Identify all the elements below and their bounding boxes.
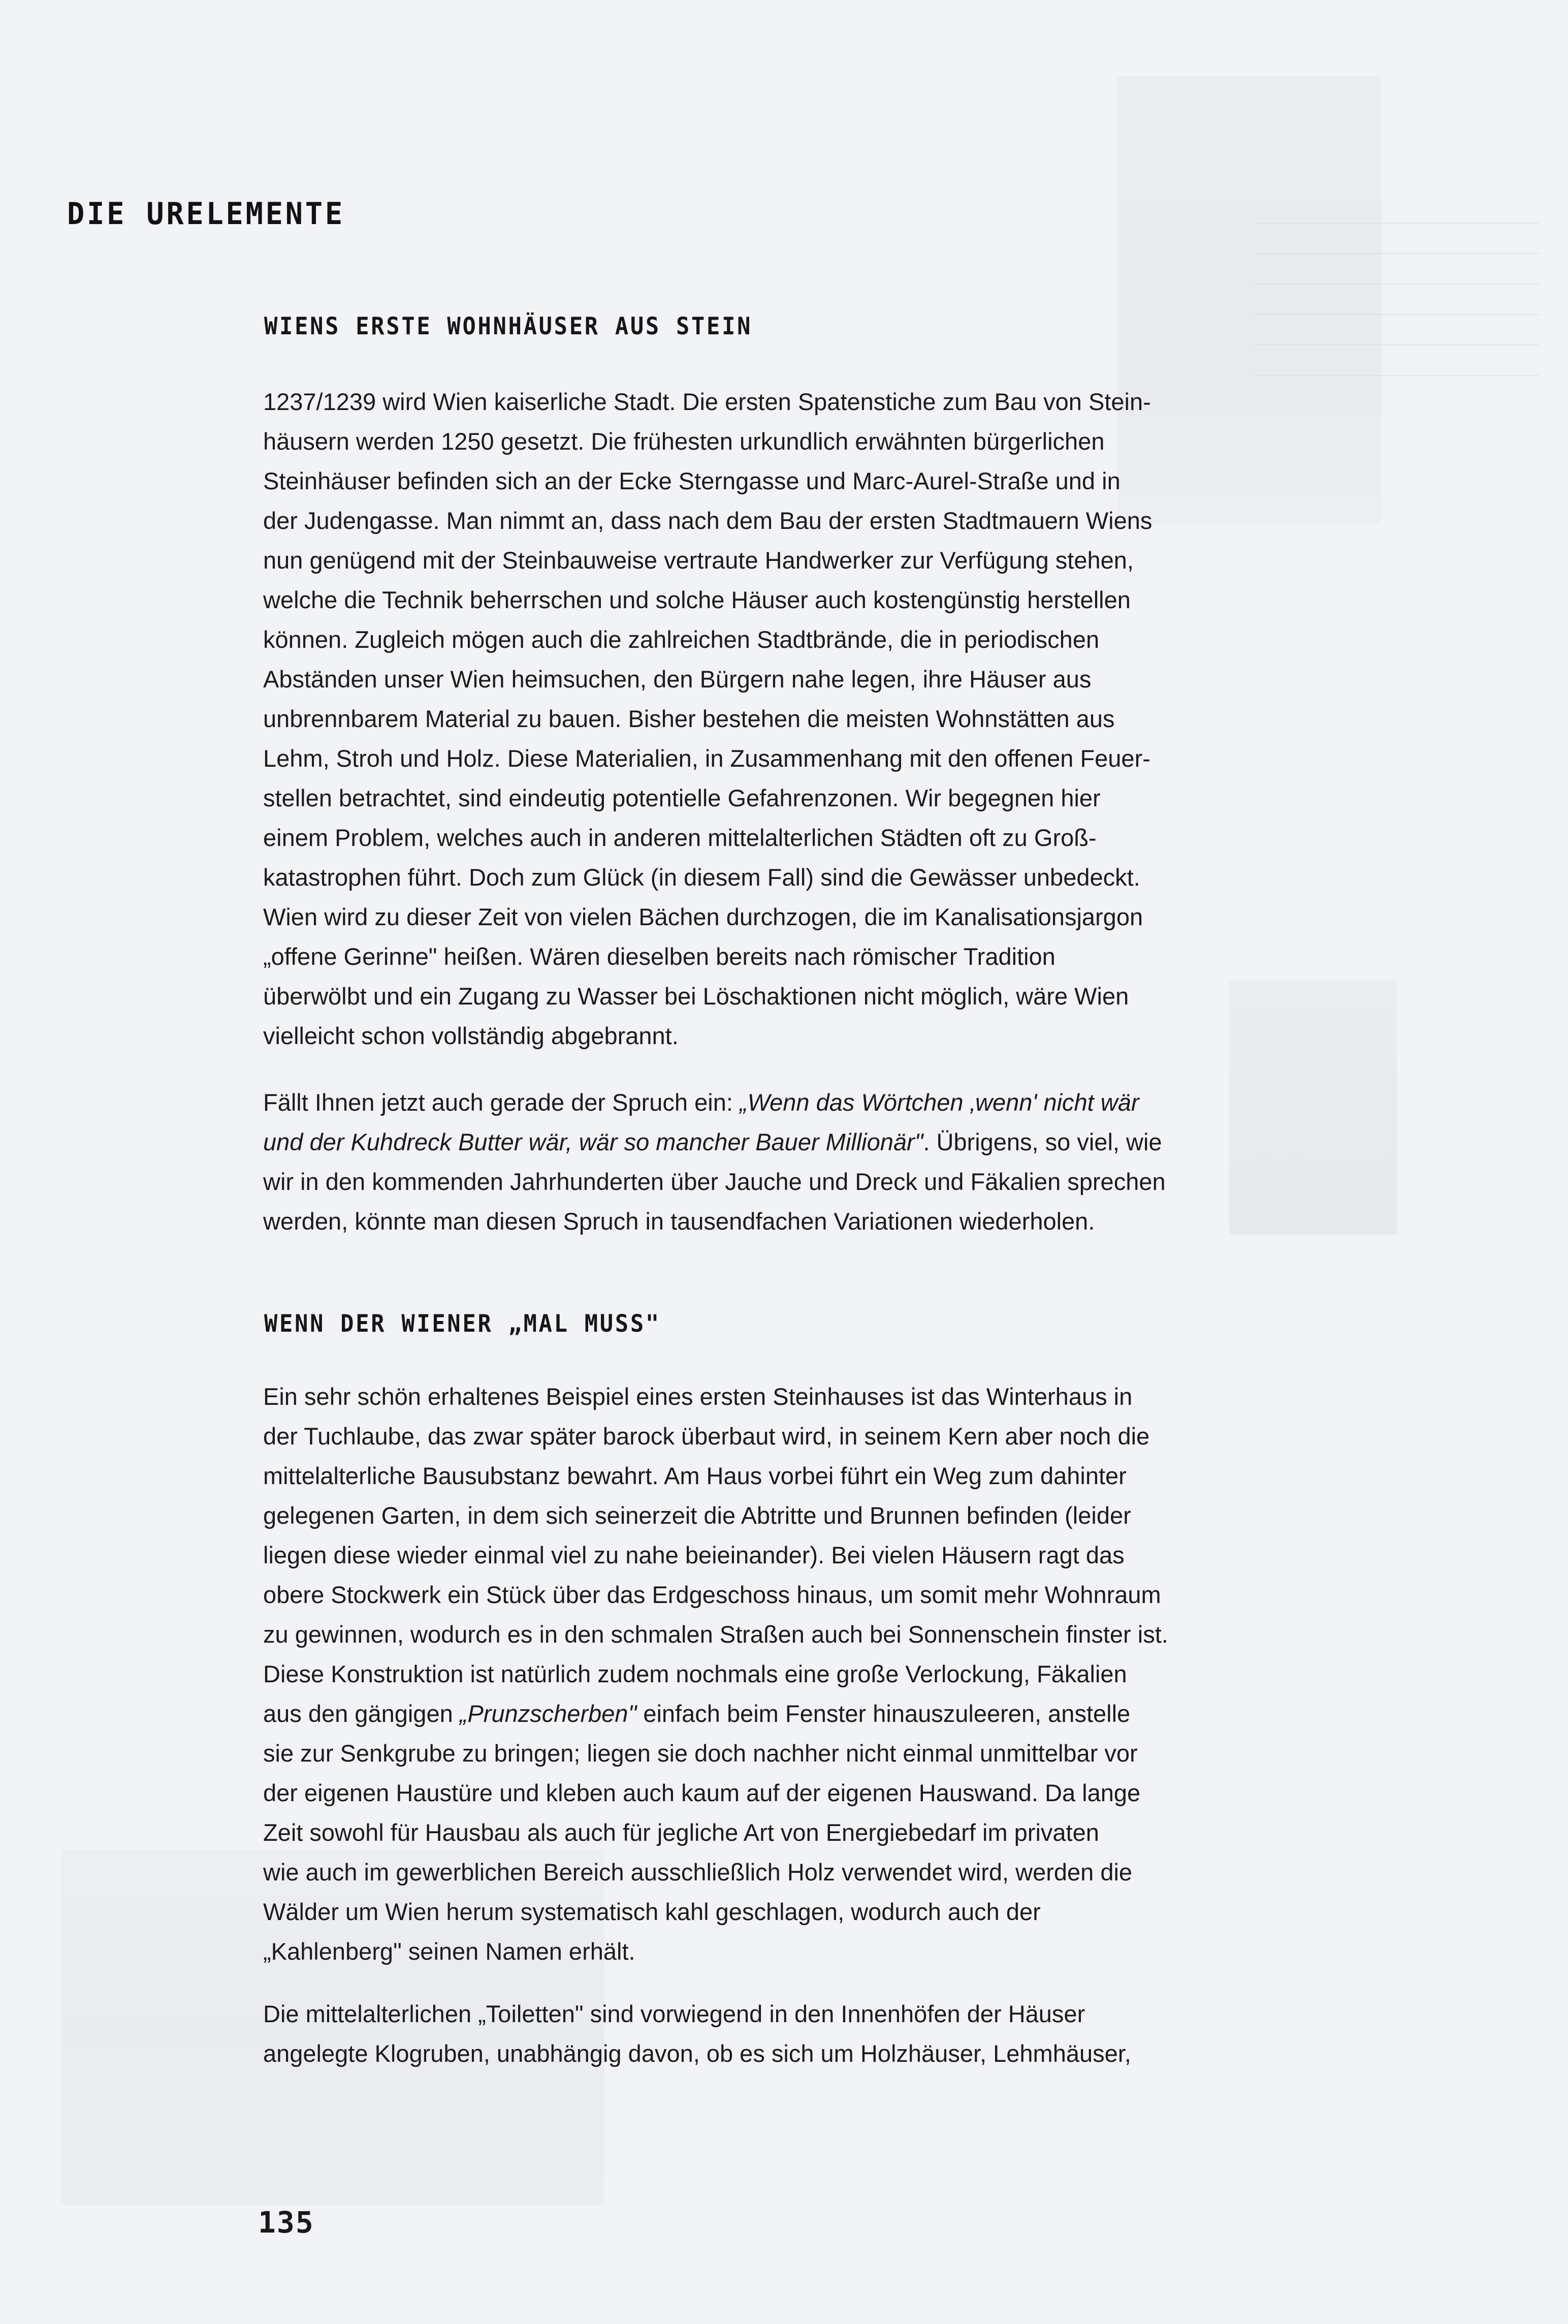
text-line: obere Stockwerk ein Stück über das Erdgeschoss hinaus, um somit mehr Wohnraum [263, 1581, 1161, 1608]
body-paragraph [263, 1377, 1238, 1971]
text-line: Zeit sowohl für Hausbau als auch für jegliche Art von Energiebedarf im privaten [263, 1819, 1099, 1846]
text-line: häusern werden 1250 gesetzt. Die frühesten urkundlich erwähnten bürgerlichen [263, 428, 1105, 455]
body-paragraph [263, 1083, 1238, 1241]
text-line: Steinhäuser befinden sich an der Ecke Sterngasse und Marc-Aurel-Straße und in [263, 467, 1121, 494]
text-line: vielleicht schon vollständig abgebrannt. [263, 1022, 679, 1049]
text-line: überwölbt und ein Zugang zu Wasser bei Löschaktionen nicht möglich, wäre Wien [263, 983, 1129, 1010]
text-line: Ein sehr schön erhaltenes Beispiel eines ersten Steinhauses ist das Winterhaus in [263, 1383, 1133, 1410]
text-line: werden, könnte man diesen Spruch in tausendfachen Variationen wiederholen. [263, 1208, 1095, 1235]
text-run: . Übrigens, so viel, wie [923, 1128, 1162, 1155]
show-through-text [1255, 193, 1539, 376]
heading-wiener-mal-muss: WENN DER WIENER „MAL MUSS" [264, 1310, 661, 1338]
text-line: mittelalterliche Bausubstanz bewahrt. Am Haus vorbei führt ein Weg zum dahinter [263, 1462, 1127, 1489]
heading-first-stone-houses: WIENS ERSTE WOHNHÄUSER AUS STEIN [264, 312, 753, 340]
text-line: der Judengasse. Man nimmt an, dass nach dem Bau der ersten Stadtmauern Wiens [263, 507, 1153, 534]
text-line: „offene Gerinne" heißen. Wären dieselben bereits nach römischer Tradition [263, 943, 1055, 970]
text-line [263, 1083, 1238, 1122]
text-line: können. Zugleich mögen auch die zahlreichen Stadtbrände, die in periodischen [263, 626, 1100, 653]
text-line: der eigenen Haustüre und kleben auch kaum auf der eigenen Hauswand. Da lange [263, 1779, 1141, 1806]
text-line: angelegte Klogruben, unabhängig davon, ob es sich um Holzhäuser, Lehmhäuser, [263, 2040, 1131, 2067]
text-line: Wien wird zu dieser Zeit von vielen Bächen durchzogen, die im Kanalisationsjargon [263, 903, 1143, 930]
text-line: Die mittelalterlichen „Toiletten" sind vorwiegend in den Innenhöfen der Häuser [263, 2000, 1085, 2027]
text-line: gelegenen Garten, in dem sich seinerzeit die Abtritte und Brunnen befinden (leider [263, 1502, 1131, 1529]
text-run: aus den gängigen [263, 1700, 460, 1727]
quoted-term: „Prunzscherben" [459, 1700, 637, 1727]
text-line: welche die Technik beherrschen und solche Häuser auch kostengünstig herstellen [263, 586, 1131, 613]
text-line: 1237/1239 wird Wien kaiserliche Stadt. Die ersten Spatenstiche zum Bau von Stein- [263, 388, 1151, 415]
text-line [263, 1694, 1238, 1734]
page-number: 135 [258, 2205, 314, 2240]
text-line: Wälder um Wien herum systematisch kahl geschlagen, wodurch auch der [263, 1898, 1041, 1925]
body-paragraph [263, 382, 1238, 1056]
text-line [263, 1122, 1238, 1162]
text-line: Lehm, Stroh und Holz. Diese Materialien, in Zusammenhang mit den offenen Feuer- [263, 745, 1150, 772]
text-line: einem Problem, welches auch in anderen mittelalterlichen Städten oft zu Groß- [263, 824, 1097, 851]
text-line: stellen betrachtet, sind eindeutig potentielle Gefahrenzonen. Wir begegnen hier [263, 784, 1101, 811]
text-line: Diese Konstruktion ist natürlich zudem nochmals eine große Verlockung, Fäkalien [263, 1660, 1127, 1687]
text-line: wir in den kommenden Jahrhunderten über Jauche und Dreck und Fäkalien sprechen [263, 1168, 1166, 1195]
text-line: der Tuchlaube, das zwar später barock überbaut wird, in seinem Kern aber noch die [263, 1423, 1150, 1450]
quoted-saying: „Wenn das Wörtchen ‚wenn' nicht wär [739, 1089, 1139, 1116]
text-line: wie auch im gewerblichen Bereich ausschließlich Holz verwendet wird, werden die [263, 1859, 1133, 1886]
text-line: liegen diese wieder einmal viel zu nahe beieinander). Bei vielen Häusern ragt das [263, 1542, 1125, 1568]
text-line: nun genügend mit der Steinbauweise vertraute Handwerker zur Verfügung stehen, [263, 547, 1134, 574]
text-line: Abständen unser Wien heimsuchen, den Bürgern nahe legen, ihre Häuser aus [263, 666, 1092, 693]
text-run: Fällt Ihnen jetzt auch gerade der Spruch ein: [263, 1089, 740, 1116]
section-title: DIE URELEMENTE [67, 196, 345, 232]
text-line: katastrophen führt. Doch zum Glück (in diesem Fall) sind die Gewässer unbedeckt. [263, 864, 1140, 891]
body-paragraph [263, 1994, 1238, 2074]
text-line: unbrennbarem Material zu bauen. Bisher bestehen die meisten Wohnstätten aus [263, 705, 1115, 732]
show-through-photo [1229, 981, 1397, 1235]
text-line: sie zur Senkgrube zu bringen; liegen sie doch nachher nicht einmal unmittelbar vor [263, 1740, 1138, 1767]
text-line: „Kahlenberg" seinen Namen erhält. [263, 1938, 635, 1965]
text-line: zu gewinnen, wodurch es in den schmalen Straßen auch bei Sonnenschein finster ist. [263, 1621, 1168, 1648]
quoted-saying: und der Kuhdreck Butter wär, wär so mancher Bauer Millionär" [263, 1128, 923, 1155]
text-run: einfach beim Fenster hinauszuleeren, anstelle [636, 1700, 1131, 1727]
